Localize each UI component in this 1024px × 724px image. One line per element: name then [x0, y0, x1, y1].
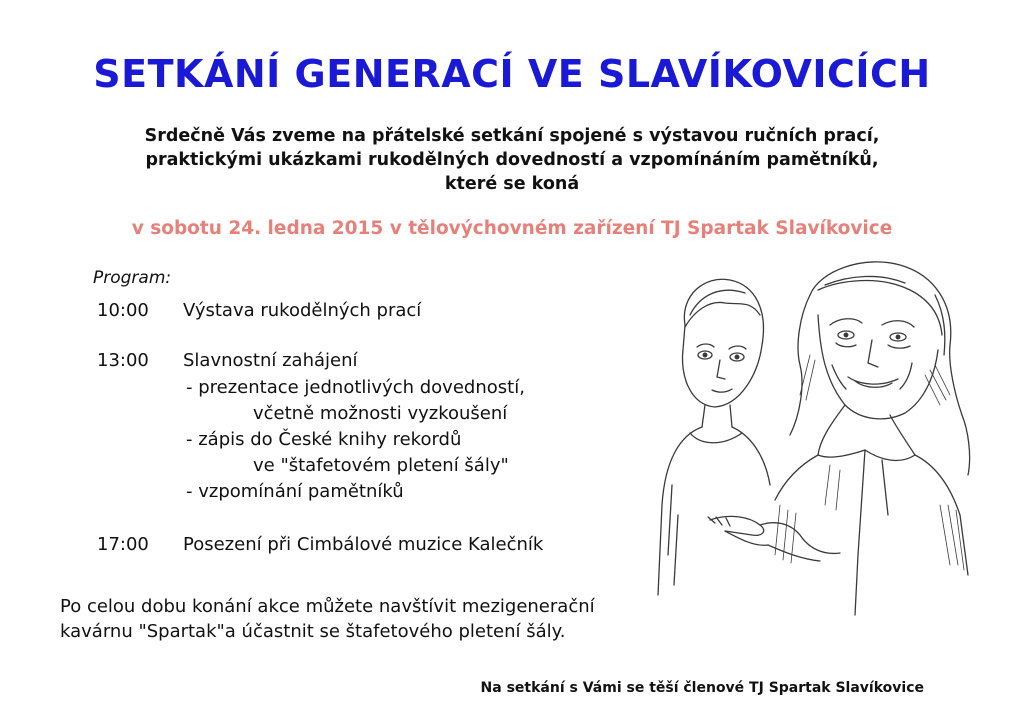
child-and-grandmother-sketch-icon — [650, 255, 980, 655]
program-event: Posezení při Cimbálové muzice Kalečník — [183, 534, 544, 555]
cafe-note — [60, 594, 595, 644]
note-line: Po celou dobu konání akce můžete navštívit mezigenerační — [60, 596, 595, 617]
event-date-location: v sobotu 24. ledna 2015 v tělovýchovném zařízení TJ Spartak Slavíkovice — [131, 218, 893, 239]
program-subitem: - vzpomínání pamětníků — [186, 481, 404, 502]
program-time: 10:00 — [97, 300, 149, 321]
note-line: kavárnu "Spartak"a účastnit se štafetového pletení šály. — [60, 621, 566, 642]
program-event: Slavnostní zahájení — [183, 350, 358, 371]
page-title: SETKÁNÍ GENERACÍ VE SLAVÍKOVICÍCH — [93, 52, 931, 96]
invitation-line: které se koná — [444, 174, 580, 194]
program-subitem: - zápis do České knihy rekordů — [186, 429, 462, 450]
program-heading: Program: — [93, 268, 172, 288]
program-event: Výstava rukodělných prací — [183, 300, 422, 321]
program-subitem: včetně možnosti vyzkoušení — [253, 403, 508, 424]
invitation-line: Srdečně Vás zveme na přátelské setkání spojené s výstavou ručních prací, — [144, 126, 880, 146]
invitation-line: praktickými ukázkami rukodělných dovedností a vzpomínáním pamětníků, — [145, 150, 879, 170]
program-time: 13:00 — [97, 350, 149, 371]
program-time: 17:00 — [97, 534, 149, 555]
invitation-text — [40, 124, 984, 196]
program-subitem: ve "štafetovém pletení šály" — [253, 455, 509, 476]
program-subitem: - prezentace jednotlivých dovedností, — [186, 377, 525, 398]
organizer-signature: Na setkání s Vámi se těší členové TJ Spartak Slavíkovice — [480, 680, 924, 696]
